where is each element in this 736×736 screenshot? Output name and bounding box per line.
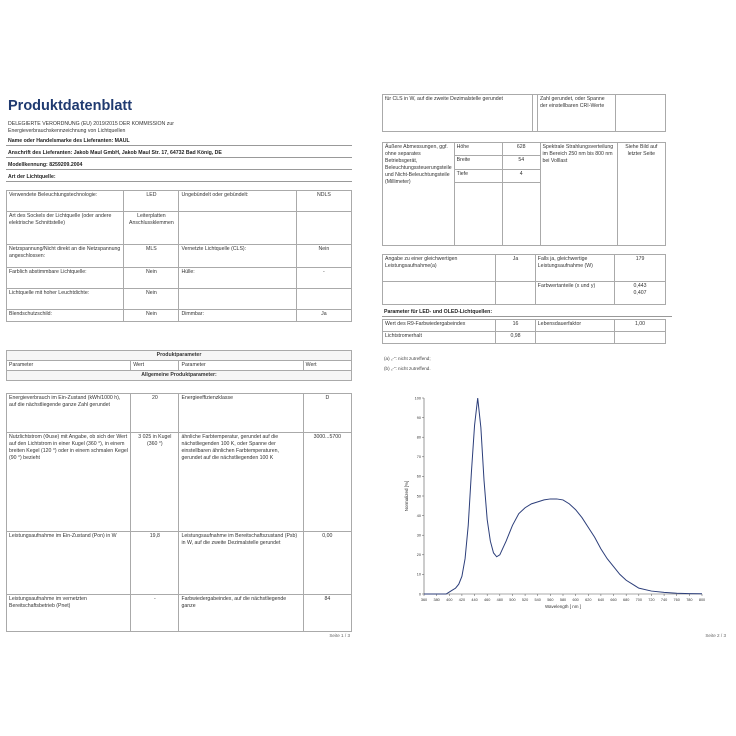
table-cell: 3000...5700 bbox=[303, 433, 351, 532]
table-cell: Nutzlichtstrom (Φuse) mit Angabe, ob sich der Wert auf den Lichtstrom in einer Kugel (360 °), in einem breiten Kegel (120 °) oder in einem schmalen Kegel (90 °) bezieht bbox=[7, 433, 131, 532]
table-cell: Leistungsaufnahme im Bereitschaftszustand (Psb) in W, auf die zweite Dezimalstelle gerundet bbox=[179, 532, 303, 595]
y-tick-label: 0 bbox=[418, 592, 421, 597]
table-cell: Farbwiedergabeindex, auf die nächstliegende ganze bbox=[179, 595, 303, 632]
datasheet-page-1 bbox=[0, 94, 358, 642]
table-cell: 0,443 0,407 bbox=[615, 282, 666, 305]
table-cell: Farblich abstimmbare Lichtquelle: bbox=[7, 268, 124, 289]
table-cell bbox=[179, 289, 296, 310]
x-tick-label: 420 bbox=[458, 598, 466, 602]
table-cell: MLS bbox=[124, 245, 179, 268]
x-tick-label: 440 bbox=[471, 598, 478, 602]
regulation-line-2: Energieverbrauchskennzeichnung von Lichtquellen bbox=[8, 128, 126, 134]
table-cell: 0,98 bbox=[496, 332, 536, 344]
x-tick-labels bbox=[418, 592, 706, 602]
y-tick-label: 50 bbox=[416, 494, 421, 499]
table-cell: Ja bbox=[296, 310, 351, 322]
table-cell: Ja bbox=[496, 255, 536, 282]
table-cell: Energieverbrauch im Ein-Zustand (kWh/1000 h), auf die nächstliegende ganze Zahl gerundet bbox=[7, 394, 131, 433]
table-cell: Dimmbar: bbox=[179, 310, 296, 322]
table-cell: 19,8 bbox=[131, 532, 179, 595]
x-tick-label: 360 bbox=[420, 598, 428, 602]
x-tick-label: 700 bbox=[635, 598, 642, 602]
x-tick-label: 580 bbox=[559, 598, 567, 602]
table-cell: Art des Sockels der Lichtquelle (oder andere elektrische Schnittstelle) bbox=[7, 212, 124, 245]
spectral-value: Siehe Bild auf letzter Seite bbox=[617, 143, 665, 246]
table-cell bbox=[496, 282, 536, 305]
x-tick-label: 720 bbox=[648, 598, 655, 602]
table-row bbox=[383, 95, 666, 132]
y-axis-label: Normalized [%] bbox=[404, 480, 409, 512]
table-cell: Nein bbox=[296, 245, 351, 268]
supplier-address: Anschrift des Lieferanten: Jakob Maul GmbH, Jakob Maul Str. 17, 64732 Bad König, DE bbox=[6, 149, 352, 158]
table-row bbox=[7, 212, 352, 245]
table-cell: Wert des R9-Farbwiedergabeindex bbox=[383, 320, 496, 332]
table-cell: 0,00 bbox=[303, 532, 351, 595]
table-cell: Nein bbox=[124, 268, 179, 289]
x-tick-label: 740 bbox=[660, 598, 668, 602]
table-cell: Lebensdauerfaktor bbox=[535, 320, 614, 332]
table-row bbox=[383, 320, 666, 332]
spectral-distribution-chart bbox=[400, 392, 710, 616]
table-cell: Lichtstromerhalt bbox=[383, 332, 496, 344]
y-tick-label: 10 bbox=[416, 572, 421, 577]
footnote-b: (b) „-“: nicht zutreffend. bbox=[384, 366, 431, 371]
table-cell: Nein bbox=[124, 310, 179, 322]
equivalent-power-table bbox=[382, 254, 666, 305]
table-cell: Leistungsaufnahme im Ein-Zustand (Pon) in W bbox=[7, 532, 131, 595]
table-row bbox=[7, 268, 352, 289]
table-row bbox=[7, 191, 352, 212]
supplier-name: Name oder Handelsmarke des Lieferanten: MAUL bbox=[6, 137, 352, 146]
page-gap bbox=[358, 94, 376, 642]
x-tick-label: 540 bbox=[534, 598, 541, 602]
x-axis-label: Wavelength [ nm ] bbox=[544, 604, 582, 609]
table-row bbox=[7, 289, 352, 310]
general-params-table bbox=[6, 393, 352, 632]
table-row bbox=[383, 282, 666, 305]
x-tick-label: 600 bbox=[572, 598, 579, 602]
page-title: Produktdatenblatt bbox=[8, 98, 133, 114]
table-cell: Hülle: bbox=[179, 268, 296, 289]
table-row bbox=[383, 332, 666, 344]
table-cell: 3 025 in Kugel (360 °) bbox=[131, 433, 179, 532]
footnote-a: (a) „-“: nicht zutreffend; bbox=[384, 356, 431, 361]
table-cell: LED bbox=[124, 191, 179, 212]
x-tick-label: 380 bbox=[433, 598, 440, 602]
model-id: Modellkennung: 8259209.2004 bbox=[6, 161, 352, 170]
table-row bbox=[7, 394, 352, 433]
table-cell bbox=[383, 282, 496, 305]
table-cell: Verwendete Beleuchtungstechnologie: bbox=[7, 191, 124, 212]
table-cell bbox=[616, 95, 666, 132]
y-tick-label: 80 bbox=[416, 435, 421, 440]
table-row bbox=[7, 310, 352, 322]
table-cell: Netzspannung/Nicht direkt an die Netzspannung angeschlossen: bbox=[7, 245, 124, 268]
x-tick-label: 620 bbox=[585, 598, 592, 602]
led-params-header: Parameter für LED- und OLED-Lichtquellen: bbox=[382, 308, 672, 317]
x-tick-label: 520 bbox=[521, 598, 529, 602]
table-cell: Falls ja, gleichwertige Leistungsaufnahme (W) bbox=[535, 255, 614, 282]
table-cell: NDLS bbox=[296, 191, 351, 212]
x-tick-label: 560 bbox=[547, 598, 554, 602]
table-row bbox=[7, 433, 352, 532]
x-tick-label: 480 bbox=[496, 598, 503, 602]
table-cell: Energieeffizienzklasse bbox=[179, 394, 303, 433]
dimensions-label: Äußere Abmessungen, ggf. ohne separates Betriebsgerät, Beleuchtungssteuerungsteile und Nicht-Beleuchtungsteile (Millimeter) bbox=[383, 143, 455, 246]
table-cell: 16 bbox=[496, 320, 536, 332]
x-tick-label: 400 bbox=[446, 598, 453, 602]
regulation-line-1: DELEGIERTE VERORDNUNG (EU) 2019/2015 DER KOMMISSION zur bbox=[8, 121, 174, 127]
spectral-label: Spektrale Strahlungsverteilung im Bereich 250 nm bis 800 nm bei Volllast bbox=[540, 143, 617, 246]
table-cell: 1,00 bbox=[615, 320, 666, 332]
table-cell: Angabe zu einer gleichwertigen Leistungsaufnahme(a) bbox=[383, 255, 496, 282]
x-tick-label: 640 bbox=[597, 598, 605, 602]
continued-params-table bbox=[382, 94, 666, 132]
page-number: Seite 1 / 3 bbox=[329, 633, 350, 638]
y-tick-label: 20 bbox=[416, 553, 421, 558]
table-cell: Zahl gerundet, oder Spanne der einstellbaren CRI-Werte bbox=[538, 95, 616, 132]
dimensions-table: Äußere Abmessungen, ggf. ohne separates Betriebsgerät, Beleuchtungssteuerungsteile und Nicht-Beleuchtungsteile (Millimeter) Höhe 628 Spektrale Strahlungsverteilung im Bereich 250 nm bis 800 nm bei Volllast Siehe Bild auf letzter Seite Breite 54 Tiefe 4 bbox=[382, 142, 666, 246]
x-tick-label: 500 bbox=[509, 598, 516, 602]
table-cell: 179 bbox=[615, 255, 666, 282]
table-row bbox=[7, 245, 352, 268]
y-tick-label: 70 bbox=[416, 455, 421, 460]
table-cell: Vernetzte Lichtquelle (CLS): bbox=[179, 245, 296, 268]
x-tick-label: 760 bbox=[673, 598, 680, 602]
page-number: Seite 2 / 3 bbox=[705, 633, 726, 638]
table-cell: Farbwertanteile (x und y) bbox=[535, 282, 614, 305]
y-tick-label: 30 bbox=[416, 533, 421, 538]
table-cell: Ungebündelt oder gebündelt: bbox=[179, 191, 296, 212]
x-tick-label: 800 bbox=[698, 598, 706, 602]
series-line bbox=[424, 398, 702, 594]
table-cell: Nein bbox=[124, 289, 179, 310]
table-cell: ähnliche Farbtemperatur, gerundet auf die nächstliegenden 100 K, oder Spanne der einstellbaren ähnlichen Farbtemperaturen, gerundet auf die nächstliegenden 100 K bbox=[179, 433, 303, 532]
table-cell: 20 bbox=[131, 394, 179, 433]
table-cell: - bbox=[296, 268, 351, 289]
table-cell: 84 bbox=[303, 595, 351, 632]
x-tick-label: 780 bbox=[686, 598, 693, 602]
table-cell: Leiterplatten Anschlussklemmen bbox=[124, 212, 179, 245]
y-tick-labels bbox=[415, 396, 424, 596]
table-cell bbox=[296, 289, 351, 310]
table-row bbox=[7, 595, 352, 632]
table-cell: D bbox=[303, 394, 351, 433]
chart-axes bbox=[424, 398, 702, 594]
light-source-table bbox=[6, 190, 352, 322]
y-tick-label: 100 bbox=[414, 396, 421, 401]
table-cell: - bbox=[131, 595, 179, 632]
table-cell bbox=[179, 212, 296, 245]
source-type: Art der Lichtquelle: bbox=[6, 173, 352, 182]
table-cell: für CLS in W, auf die zweite Dezimalstelle gerundet bbox=[383, 95, 533, 132]
table-cell: Leistungsaufnahme im vernetzten Bereitschaftsbetrieb (Pnet) bbox=[7, 595, 131, 632]
table-cell bbox=[615, 332, 666, 344]
led-params-table bbox=[382, 319, 666, 344]
table-row bbox=[383, 255, 666, 282]
table-cell bbox=[535, 332, 614, 344]
product-params-header: Produktparameter Parameter Wert Parameter Wert Allgemeine Produktparameter: bbox=[6, 350, 352, 381]
x-tick-label: 460 bbox=[484, 598, 491, 602]
x-tick-label: 660 bbox=[610, 598, 617, 602]
table-row bbox=[7, 532, 352, 595]
y-tick-label: 60 bbox=[416, 474, 421, 479]
table-cell bbox=[296, 212, 351, 245]
x-tick-label: 680 bbox=[623, 598, 630, 602]
y-tick-label: 90 bbox=[416, 415, 421, 420]
table-cell: Blendschutzschild: bbox=[7, 310, 124, 322]
table-cell: Lichtquelle mit hoher Leuchtdichte: bbox=[7, 289, 124, 310]
y-tick-label: 40 bbox=[416, 513, 421, 518]
